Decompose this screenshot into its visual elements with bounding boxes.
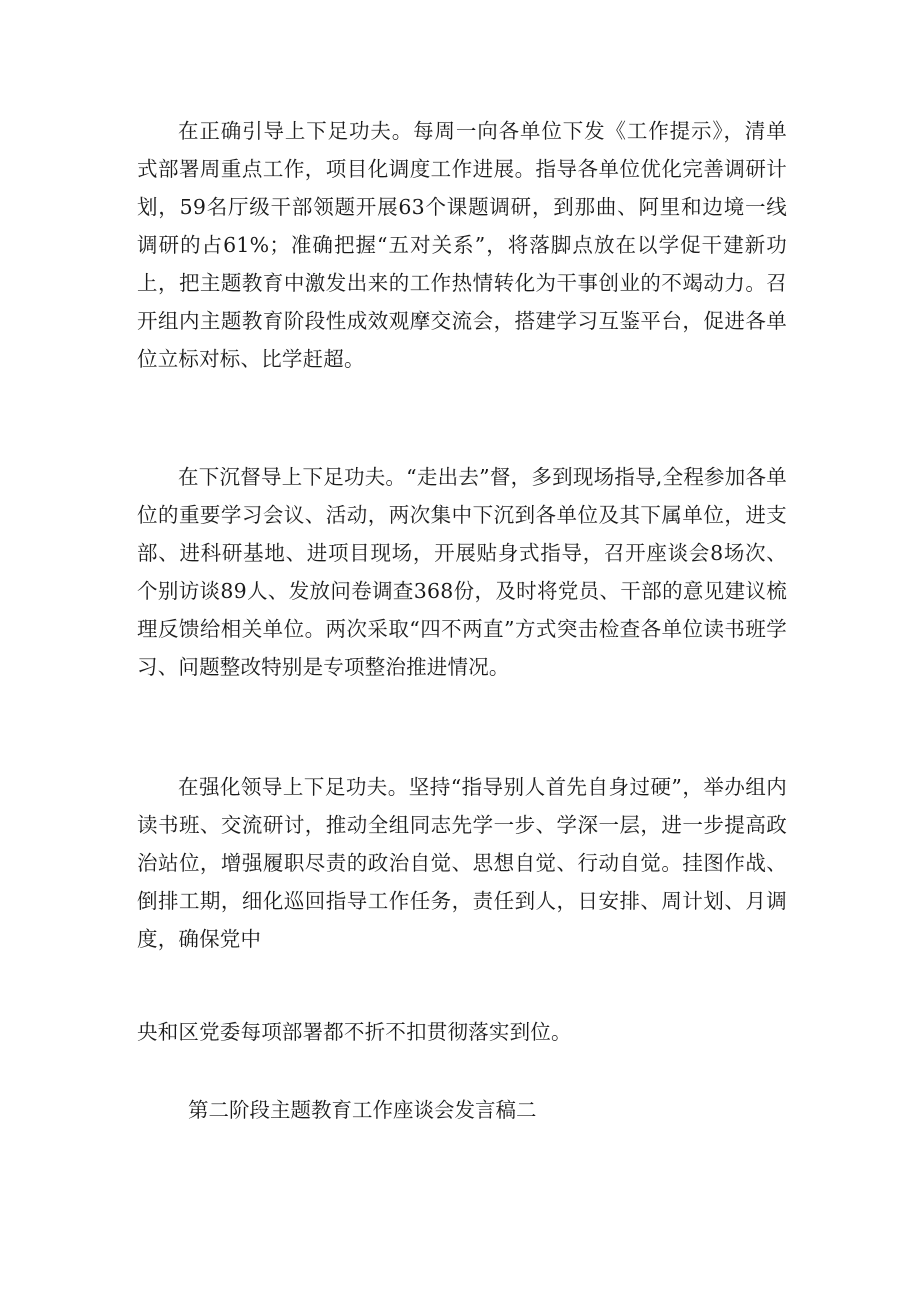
paragraph-field-supervision: 在下沉督导上下足功夫。“走出去”督，多到现场指导,全程参加各单位的重要学习会议、活动，两次集中下沉到各单位及其下属单位，进支部、进科研基地、进项目现场，开展贴身式指导，召开座谈会8场次、个别访谈89人、发放问卷调查368份，及时将党员、干部的意见建议梳理反馈给相关单位。两次采取“四不两直”方式突击检查各单位读书班学习、问题整改特别是专项整治推进情况。 xyxy=(137,465,787,679)
paragraph-strengthen-leadership: 在强化领导上下足功夫。坚持“指导别人首先自身过硬”，举办组内读书班、交流研讨，推动全组同志先学一步、学深一层，进一步提高政治站位，增强履职尽责的政治自觉、思想自觉、行动自觉。挂图作战、倒排工期，细化巡回指导工作任务，责任到人，日安排、周计划、月调度，确保党中 xyxy=(137,775,787,951)
paragraph-continuation: 央和区党委每项部署都不折不扣贯彻落实到位。 xyxy=(137,1020,572,1044)
section-heading: 第二阶段主题教育工作座谈会发言稿二 xyxy=(188,1098,537,1122)
paragraph-correct-guidance: 在正确引导上下足功夫。每周一向各单位下发《工作提示》，清单式部署周重点工作，项目化调度工作进展。指导各单位优化完善调研计划，59名厅级干部领题开展63个课题调研，到那曲、阿里和边境一线调研的占61%；准确把握“五对关系”，将落脚点放在以学促干建新功上，把主题教育中激发出来的工作热情转化为干事创业的不竭动力。召开组内主题教育阶段性成效观摩交流会，搭建学习互鉴平台，促进各单位立标对标、比学赶超。 xyxy=(137,119,787,371)
